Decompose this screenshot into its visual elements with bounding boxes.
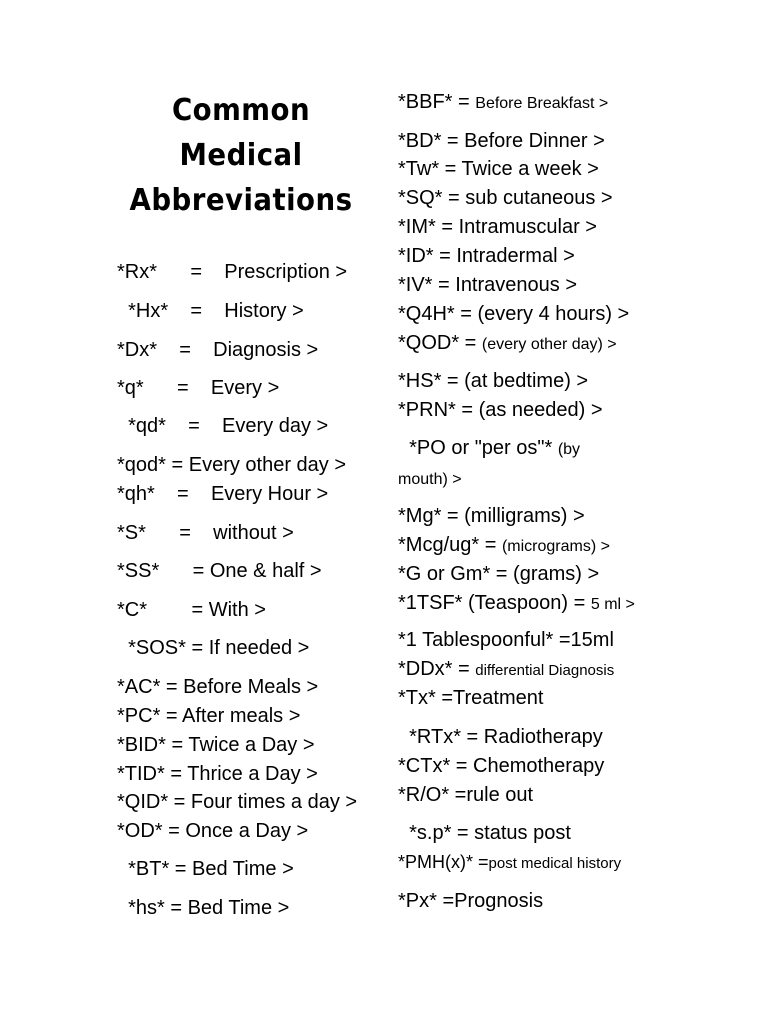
abbr-entry: *BD* = Before Dinner > (398, 130, 605, 152)
abbr-entry: *RTx* = Radiotherapy (398, 726, 603, 748)
abbr-entry: *PC* = After meals > (117, 705, 301, 727)
abbr-entry: *DDx* = differential Diagnosis (398, 658, 615, 680)
abbr-entry: *AC* = Before Meals > (117, 676, 319, 698)
abbr-entry: *SOS* = If needed > (117, 637, 310, 659)
abbr-entry: *ID* = Intradermal > (398, 245, 575, 267)
abbr-entry: *TID* = Thrice a Day > (117, 763, 318, 785)
abbr-entry: *S* = without > (117, 522, 294, 544)
abbr-entry: *Tw* = Twice a week > (398, 158, 599, 180)
abbr-entry: *Px* =Prognosis (398, 890, 544, 912)
abbr-entry: *QID* = Four times a day > (117, 791, 358, 813)
abbr-entry: *Dx* = Diagnosis > (117, 339, 319, 361)
abbr-entry: *SS* = One & half > (117, 560, 322, 582)
abbr-entry: *Rx* = Prescription > (117, 261, 348, 283)
abbr-entry: *CTx* = Chemotherapy (398, 755, 605, 777)
abbr-entry: *G or Gm* = (grams) > (398, 563, 600, 585)
abbr-entry: *1 Tablespoonful* =15ml (398, 629, 614, 651)
abbr-entry: *s.p* = status post (398, 822, 571, 844)
abbr-entry: *Mg* = (milligrams) > (398, 505, 585, 527)
abbr-entry: *PRN* = (as needed) > (398, 399, 603, 421)
abbr-entry: *IM* = Intramuscular > (398, 216, 597, 238)
abbr-entry: *Tx* =Treatment (398, 687, 544, 709)
title-line: Medical (179, 138, 303, 173)
abbr-entry: *OD* = Once a Day > (117, 820, 309, 842)
abbr-entry: *BT* = Bed Time > (117, 858, 294, 880)
abbr-entry: *C* = With > (117, 599, 266, 621)
title-line: Abbreviations (129, 183, 353, 218)
abbr-entry: *qd* = Every day > (117, 415, 329, 437)
abbr-entry: *IV* = Intravenous > (398, 274, 578, 296)
abbr-entry: *q* = Every > (117, 377, 280, 399)
abbr-entry: *qod* = Every other day > (117, 454, 347, 476)
abbr-entry: *SQ* = sub cutaneous > (398, 187, 613, 209)
abbr-entry: *R/O* =rule out (398, 784, 534, 806)
abbr-entry: *Mcg/ug* = (micrograms) > (398, 534, 610, 556)
abbr-entry: *BBF* = Before Breakfast > (398, 91, 609, 113)
abbr-entry: *Q4H* = (every 4 hours) > (398, 303, 630, 325)
abbr-entry: *1TSF* (Teaspoon) = 5 ml > (398, 592, 635, 614)
document-title (120, 88, 361, 223)
title-line: Common (171, 93, 311, 128)
abbr-entry: *hs* = Bed Time > (117, 897, 290, 919)
abbr-entry: *Hx* = History > (117, 300, 304, 322)
abbr-entry: *BID* = Twice a Day > (117, 734, 315, 756)
abbr-entry: *PO or "per os"* (by (398, 437, 581, 459)
abbr-entry: *qh* = Every Hour > (117, 483, 329, 505)
abbr-entry: *HS* = (at bedtime) > (398, 370, 589, 392)
abbr-entry-continued: mouth) > (398, 471, 462, 488)
abbr-entry: *PMH(x)* =post medical history (398, 852, 622, 872)
abbr-entry: *QOD* = (every other day) > (398, 332, 617, 354)
